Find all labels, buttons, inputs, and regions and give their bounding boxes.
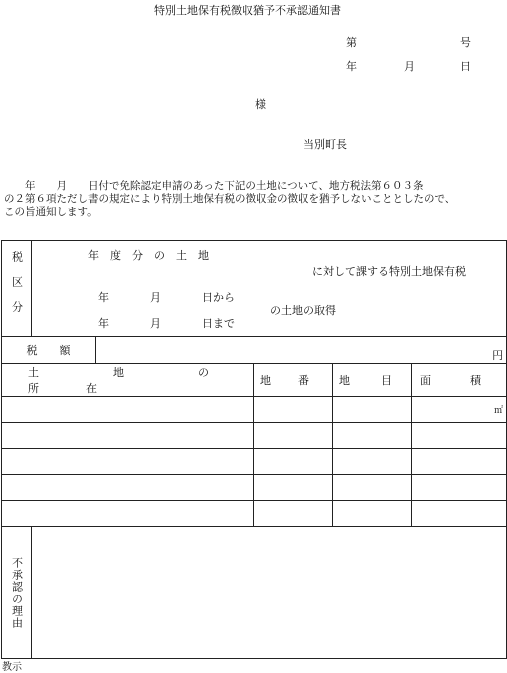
instruction-label: 教示 — [2, 662, 22, 673]
area-cell[interactable] — [412, 501, 507, 527]
reason-label: 不承認の理由 — [10, 556, 24, 629]
tax-category-row — [2, 241, 507, 337]
table-row — [2, 449, 507, 475]
area-cell[interactable] — [412, 423, 507, 449]
lot-number-cell[interactable] — [254, 449, 333, 475]
area-header: 面 積 — [420, 374, 495, 387]
reason-row — [2, 527, 507, 659]
number-prefix: 第 — [346, 36, 357, 49]
table-row — [2, 397, 507, 423]
lot-number-cell[interactable] — [254, 423, 333, 449]
area-cell[interactable] — [412, 397, 507, 423]
land-category-cell[interactable] — [333, 449, 412, 475]
paragraph-line-1: 年 月 日付で免除認定申請のあった下記の土地について、地方税法第６０３条 — [4, 180, 424, 192]
reason-label-cell — [2, 527, 32, 659]
land-category-cell[interactable] — [333, 423, 412, 449]
issuer-name: 当別町長 — [303, 138, 347, 151]
area-header-cell — [412, 364, 507, 397]
tax-amount-label-cell — [2, 337, 96, 364]
tax-amount-label: 税 額 — [26, 344, 71, 357]
lot-number-cell[interactable] — [254, 501, 333, 527]
paragraph-line-3: この旨通知します。 — [4, 206, 98, 218]
period-from-year: 年 — [98, 291, 109, 304]
land-category-cell[interactable] — [333, 501, 412, 527]
land-category-header: 地 目 — [339, 374, 402, 387]
number-suffix: 号 — [460, 36, 471, 49]
location-cell[interactable] — [2, 501, 254, 527]
land-category-header-cell — [333, 364, 412, 397]
notice-paragraph — [4, 180, 502, 219]
table-row — [2, 475, 507, 501]
tax-category-label-cell — [2, 241, 32, 337]
lot-number-cell[interactable] — [254, 397, 333, 423]
tax-table — [1, 240, 507, 659]
lot-number-header: 地 番 — [260, 374, 317, 387]
location-cell[interactable] — [2, 423, 254, 449]
document-title: 特別土地保有税徴収猶予不承認通知書 — [154, 4, 341, 17]
table-row — [2, 501, 507, 527]
area-unit: ㎡ — [494, 406, 504, 416]
fiscal-land-label: 年 度 分 の 土 地 — [88, 249, 209, 262]
area-cell[interactable] — [412, 475, 507, 501]
period-from-month: 月 — [150, 291, 161, 304]
date-month: 月 — [404, 60, 415, 73]
paragraph-line-2: の２第６項ただし書の規定により特別土地保有税の徴収金の徴収を猶予しないこととしたので、 — [4, 193, 456, 205]
land-category-cell[interactable] — [333, 475, 412, 501]
addressee-suffix: 様 — [255, 98, 266, 111]
tax-amount-value-cell — [96, 337, 507, 364]
location-header: 土 地 の 所 在 — [28, 366, 256, 395]
yen-unit: 円 — [492, 349, 504, 362]
lot-number-cell[interactable] — [254, 475, 333, 501]
period-from-day: 日から — [202, 291, 235, 304]
table-row — [2, 423, 507, 449]
date-year: 年 — [346, 60, 357, 73]
land-header-row — [2, 364, 507, 397]
reason-content-cell[interactable] — [32, 527, 507, 659]
tax-amount-row — [2, 337, 507, 364]
location-header-cell — [2, 364, 254, 397]
lot-number-header-cell — [254, 364, 333, 397]
period-to-year: 年 — [98, 317, 109, 330]
period-to-day: 日まで — [202, 317, 235, 330]
tax-on-land-text: に対して課する特別土地保有税 — [312, 265, 466, 278]
location-cell[interactable] — [2, 449, 254, 475]
location-cell[interactable] — [2, 397, 254, 423]
land-category-cell[interactable] — [333, 397, 412, 423]
date-day: 日 — [460, 60, 471, 73]
tax-category-content — [32, 241, 507, 337]
period-to-month: 月 — [150, 317, 161, 330]
area-cell[interactable] — [412, 449, 507, 475]
location-cell[interactable] — [2, 475, 254, 501]
acquisition-text: の土地の取得 — [270, 304, 336, 317]
tax-category-label: 税区分 — [10, 251, 24, 326]
